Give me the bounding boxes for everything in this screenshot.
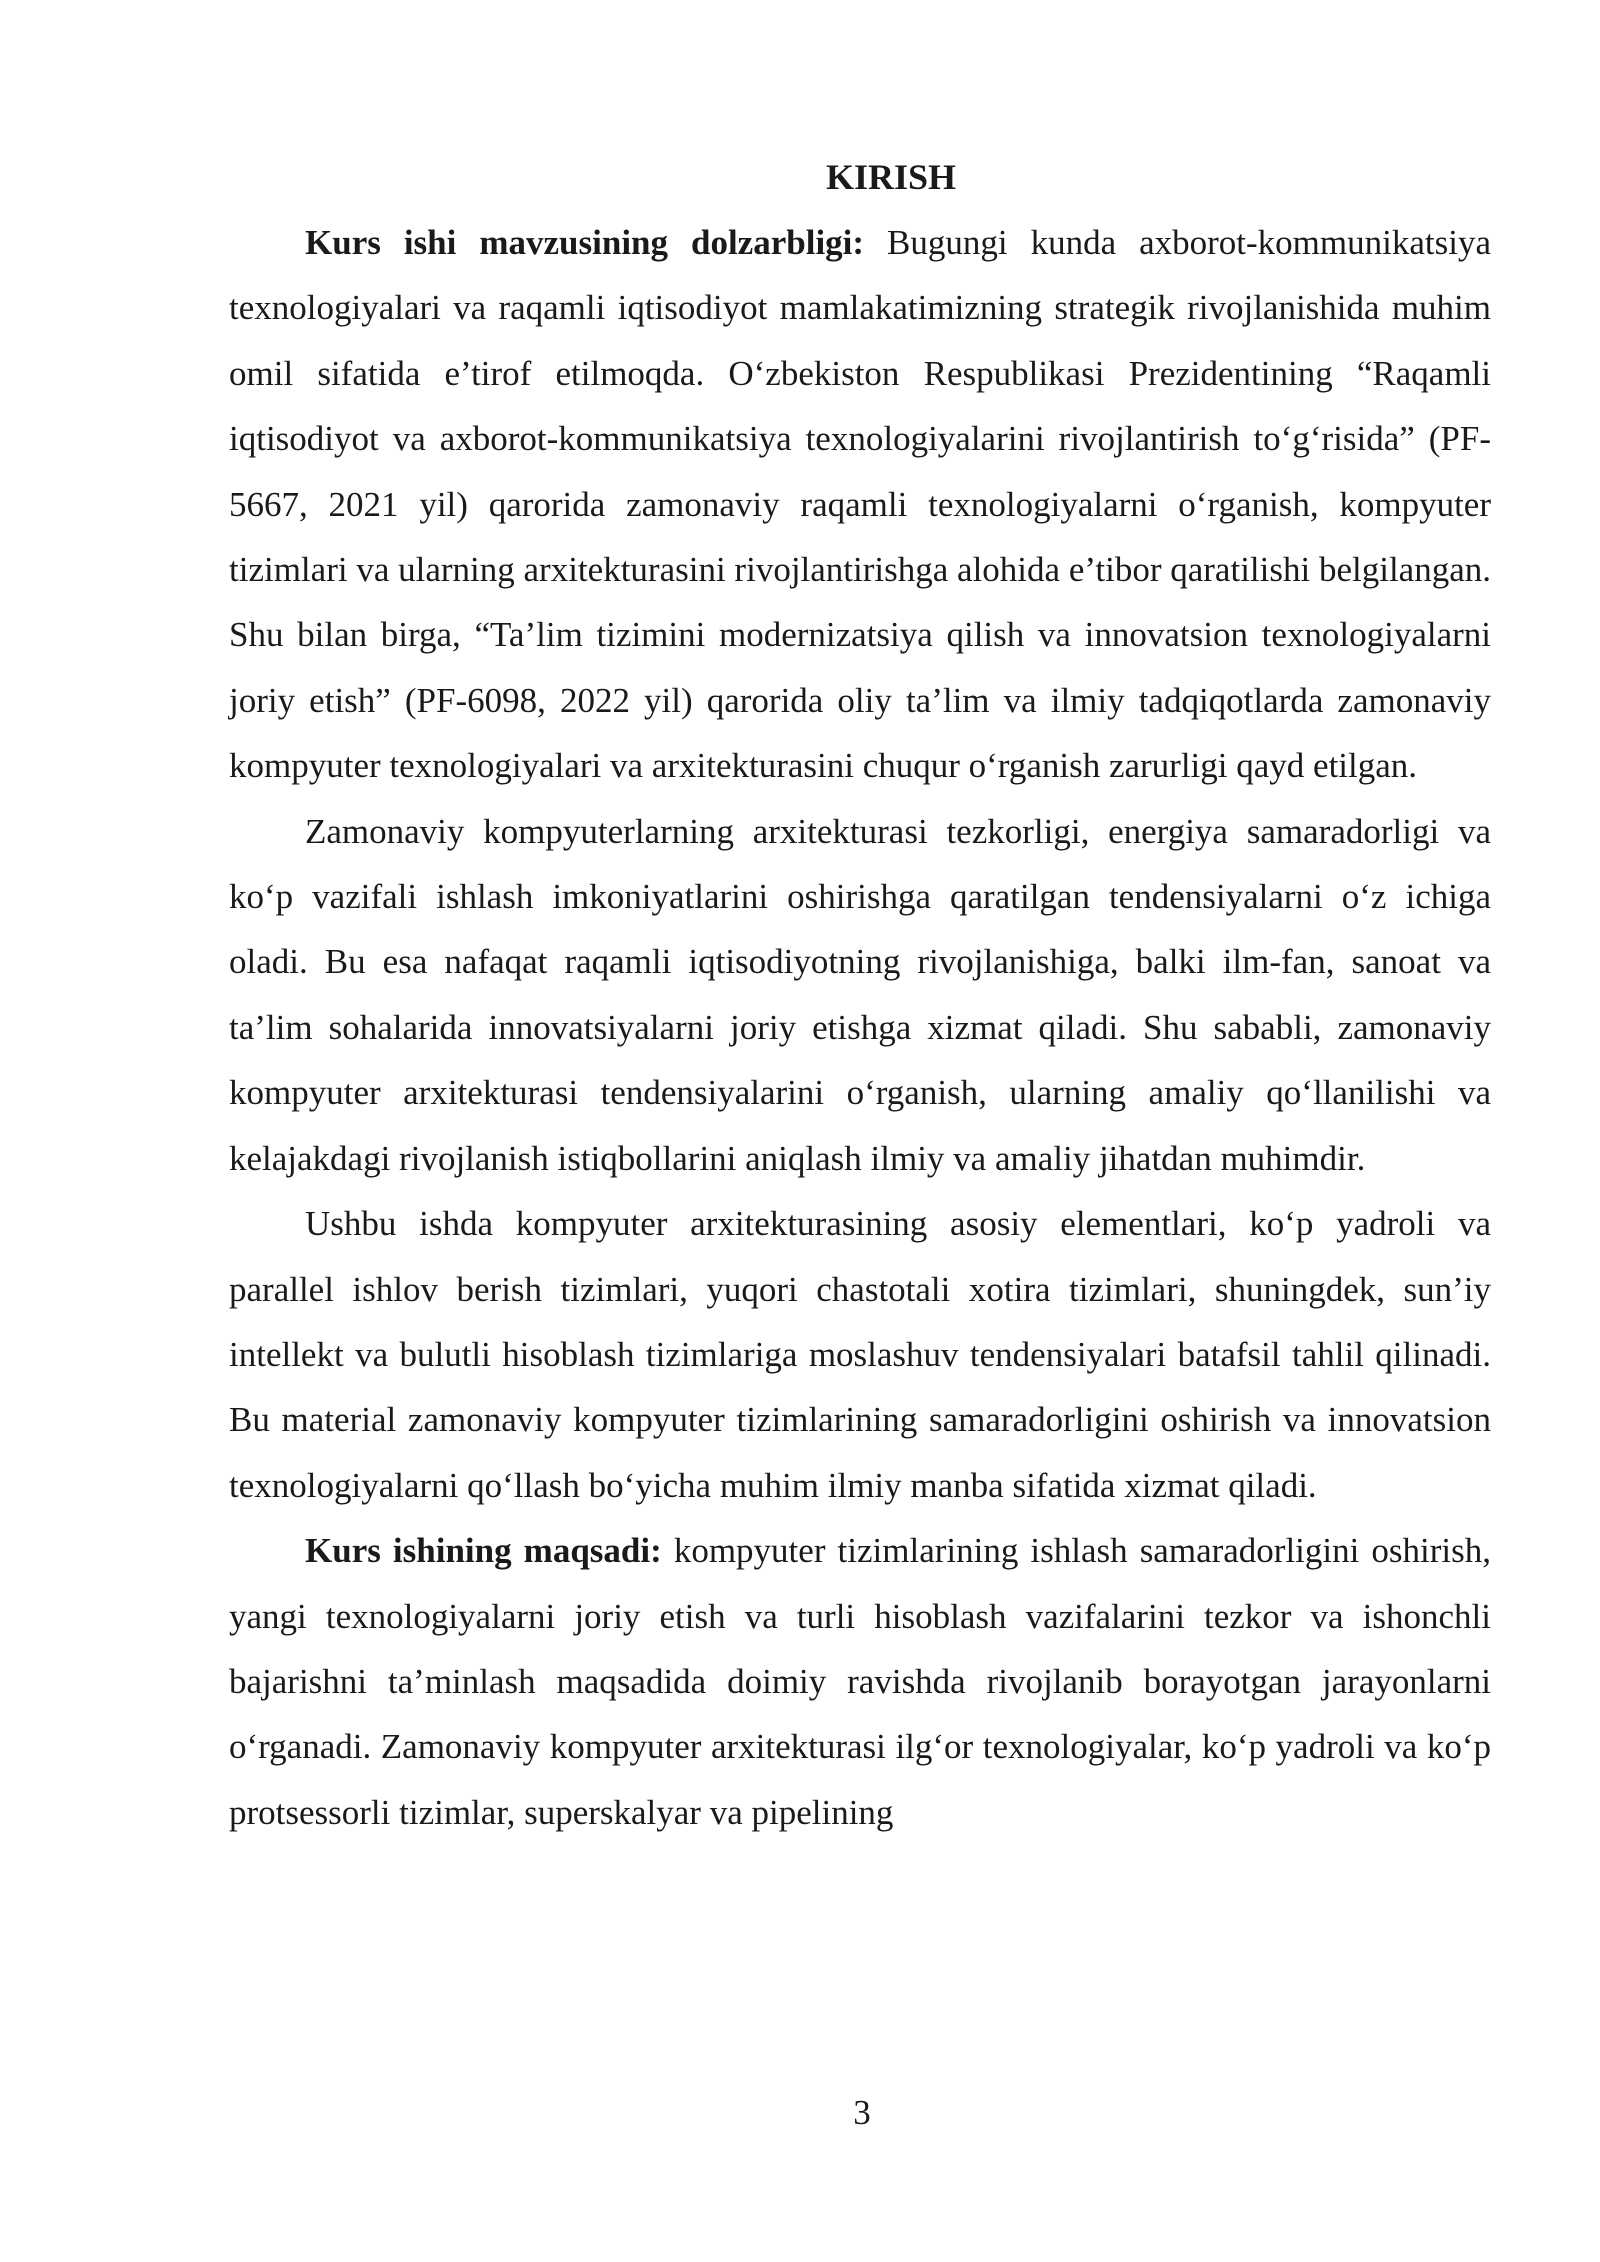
paragraph-lead: Kurs ishi mavzusining dolzarbligi: — [305, 223, 865, 262]
paragraph-text: kompyuter tizimlarining ishlash samaradorligini oshirish, yangi texnologiyalarni joriy etish va turli hisoblash vazifalarini tezkor va ishonchli bajarishni ta’minlash maqsadida doimiy ravishda rivojlanib borayotgan jarayonlarni o‘rganadi. Zamonaviy kompyuter arxitekturasi ilg‘or texnologiyalar, ko‘p yadroli va ko‘p protsessorli tizimlar, superskalyar va pipelining — [229, 1531, 1492, 1832]
paragraph-text: Bugungi kunda axborot-kommunikatsiya texnologiyalari va raqamli iqtisodiyot mamlakatimizning strategik rivojlanishida muhim omil sifatida e’tirof etilmoqda. O‘zbekiston Respublikasi Prezidentining “Raqamli iqtisodiyot va axborot-kommunikatsiya texnologiyalarini rivojlantirish to‘g‘risida” (PF-5667, 2021 yil) qarorida zamonaviy raqamli texnologiyalarni o‘rganish, kompyuter tizimlari va ularning arxitekturasini rivojlantirishga alohida e’tibor qaratilishi belgilangan. Shu bilan birga, “Ta’lim tizimini modernizatsiya qilish va innovatsion texnologiyalarni joriy etish” (PF-6098, 2022 yil) qarorida oliy ta’lim va ilmiy tadqiqotlarda zamonaviy kompyuter texnologiyalari va arxitekturasini chuqur o‘rganish zarurligi qayd etilgan. — [229, 223, 1491, 786]
page-number: 3 — [853, 2093, 871, 2132]
paragraph-text: Zamonaviy kompyuterlarning arxitekturasi tezkorligi, energiya samaradorligi va ko‘p vazifali ishlash imkoniyatlarini oshirishga qaratilgan tendensiyalarni o‘z ichiga oladi. Bu esa nafaqat raqamli iqtisodiyotning rivojlanishiga, balki ilm-fan, sanoat va ta’lim sohalarida innovatsiyalarni joriy etishga xizmat qiladi. Shu sababli, zamonaviy kompyuter arxitekturasi tendensiyalarini o‘rganish, ularning amaliy qo‘llanilishi va kelajakdagi rivojlanish istiqbollarini aniqlash ilmiy va amaliy jihatdan muhimdir. — [229, 811, 1491, 1178]
paragraph-architecture-trends — [229, 799, 1491, 1191]
document-page — [229, 145, 1491, 1845]
paragraph-goal — [229, 1518, 1491, 1845]
paragraph-relevance — [229, 210, 1491, 799]
paragraph-lead: Kurs ishining maqsadi: — [305, 1531, 662, 1571]
paragraph-text: Ushbu ishda kompyuter arxitekturasining asosiy elementlari, ko‘p yadroli va parallel ishlov berish tizimlari, yuqori chastotali xotira tizimlari, shuningdek, sun’iy intellekt va bulutli hisoblash tizimlariga moslashuv tendensiyalari batafsil tahlil qilinadi. Bu material zamonaviy kompyuter tizimlarining samaradorligini oshirish va innovatsion texnologiyalarni qo‘llash bo‘yicha muhim ilmiy manba sifatida xizmat qiladi. — [229, 1204, 1491, 1505]
paragraph-work-scope — [229, 1191, 1491, 1518]
page-title: KIRISH — [825, 157, 957, 197]
